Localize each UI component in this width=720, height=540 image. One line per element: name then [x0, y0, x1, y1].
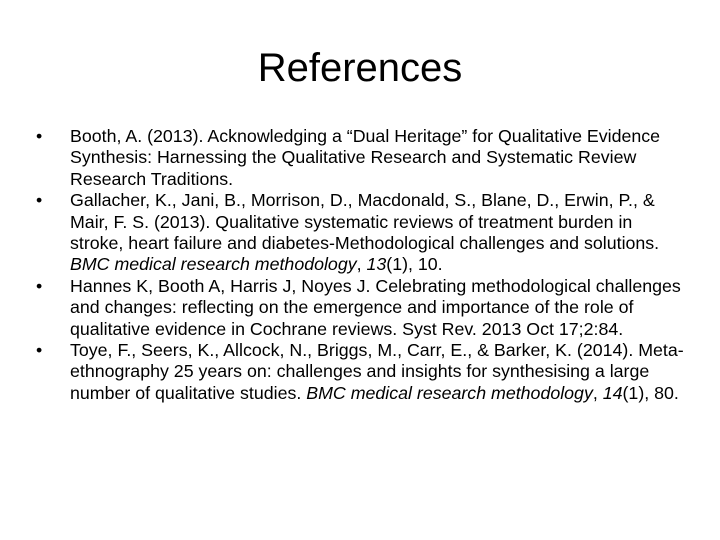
- journal-volume: 14: [602, 382, 623, 403]
- reference-text: [70, 126, 660, 189]
- reference-list: [36, 126, 688, 404]
- slide-title: References: [257, 46, 463, 90]
- reference-text-part: Booth, A. (2013). Acknowledging a “Dual Heritage” for Qualitative Evidence Synthesis: Harnessing the Qualitative Research and Systematic Review Research Traditions.: [70, 126, 661, 189]
- reference-text-part: (1), 10.: [386, 254, 443, 275]
- bullet-icon: •: [36, 340, 43, 361]
- reference-item: [36, 126, 688, 190]
- reference-text-part: (1), 80.: [622, 382, 679, 403]
- reference-text-part: ,: [356, 254, 367, 275]
- bullet-icon: •: [36, 190, 43, 211]
- journal-name: BMC medical research methodology: [70, 254, 357, 275]
- reference-item: [36, 340, 688, 404]
- bullet-icon: •: [36, 126, 43, 146]
- reference-text: [70, 190, 659, 274]
- reference-text-part: ,: [592, 382, 603, 403]
- reference-text-part: Gallacher, K., Jani, B., Morrison, D., Macdonald, S., Blane, D., Erwin, P., & Mair, F. S. (2013). Qualitative systematic reviews of treatment burden in stroke, heart failure and diabetes-Methodological challenges and solutions.: [70, 190, 660, 254]
- reference-text-part: Hannes K, Booth A, Harris J, Noyes J. Celebrating methodological challenges and changes: reflecting on the emergence and importance of the role of qualitative evidence in Cochrane reviews. Syst Rev. 2013 Oct 17;2:84.: [70, 275, 681, 339]
- journal-volume: 13: [366, 254, 387, 275]
- bullet-icon: •: [36, 275, 43, 296]
- reference-text-part: Toye, F., Seers, K., Allcock, N., Briggs, M., Carr, E., & Barker, K. (2014). Meta-ethnography 25 years on: challenges and insights for synthesising a large number of qualitative studies.: [70, 340, 684, 403]
- reference-item: [36, 190, 688, 276]
- reference-text: [70, 340, 684, 403]
- journal-name: BMC medical research methodology: [306, 382, 593, 403]
- reference-text: [70, 276, 681, 339]
- reference-item: [36, 276, 688, 340]
